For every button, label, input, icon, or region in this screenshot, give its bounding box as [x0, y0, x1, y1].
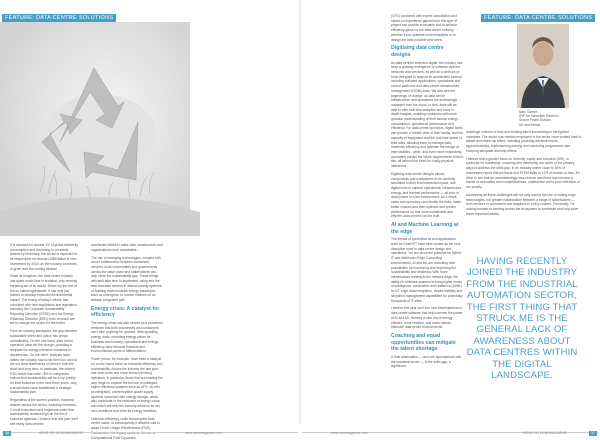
page-number-right: 37 — [589, 431, 597, 436]
author-region: UK and Ireland — [519, 123, 579, 127]
footer-url-left: www.dcnnmagazine.com — [185, 431, 221, 435]
left-column-1 — [10, 243, 78, 408]
author-photo — [517, 24, 569, 108]
paragraph: Power prices, for example, have been a catalyst for a new-found focus on industrial efficiency and sustainability. Across the industry the last year has seen more and more forward thinking operators, in particular, those that are leading the way, begin to explore the full use of intelligent, higher efficiency systems such as UPS, as well as integrated, uninterruptible power supply systems combined with energy storage, which also contribute to the reduction of energy costs, and which will help the industry advance its net zero ambitions and drive its energy transition. — [91, 357, 163, 413]
footer-issue-left: ISSUE 25 | DCNNMAGAZINE — [39, 431, 83, 435]
heading-digitising: Digitising data centre designs — [391, 45, 463, 58]
author-name: Marc Garner, — [519, 110, 579, 114]
section-header-right: FEATURE: DATA CENTRE SOLUTIONS — [481, 14, 595, 22]
heading-coaching: Coaching and equal opportunities can mitigate the talent shortage — [391, 333, 463, 353]
right-column-2 — [466, 130, 582, 250]
paragraph: Optimum efficiency, while reducing the data centre waste, is consequently it remains vital to adopt Power Usage Effectiveness (PUE). Furthermore, the legacy systems, the use of Computational Fluid Dynamics — [91, 417, 163, 440]
right-column-1 — [391, 14, 463, 408]
page-gutter — [298, 0, 302, 424]
paragraph: From an industry standpoint, the gap between sustainable intent and action has grown considerably. On the one hand, data centre operators have set the charge, providing a template for energy-intensive industries to decarbonise. On the other, analysts have stated the industry has so far been too slow to set out clear statements of intent in both the short and long term. In particular, the current ESG found that while 78% of companies believe that sustainability will be a top priority for their business in the next three years, only a small share have established a strategic sustainability plan. — [10, 329, 78, 395]
paragraph: The energy crisis has also served as a prominent reminder that both businesses and consumers can't take anything for granted. With spiralling energy costs, mounting energy prices for business and industry, operational and energy efficiency have become financial and environmental points of differentiation. — [91, 321, 163, 354]
footer-issue-right: ISSUE 25 | DCNNMAGAZINE — [523, 431, 567, 435]
author-caption — [519, 110, 579, 127]
heading-ai-ml: AI and Machine Learning at the edge — [391, 222, 463, 235]
footer-url-right: www.dcnnmagazine.com — [331, 431, 367, 435]
paragraph: I believe this year we'll see new developments in data centre software that help harness the power of AI and ML, thereby a new era of energy-efficient, more resilient, and lower carbon-intensive data centre environments. — [391, 306, 463, 330]
left-column-2 — [91, 243, 163, 408]
recycle-grass-illustration — [0, 22, 190, 236]
paragraph: The use of emerging technologies, coupled with closer collaboration between customers, vendors, local communities and governments across the value chain and stakeholders can help close the sustainability gap. These things will need take time to implement, rising and the time that data centres in distinct trading systems, or building environmental energy paradigms, such as microgrids, to reduce reliance on an already congested grid. — [91, 256, 163, 303]
paragraph: accelerate efforts to make their infrastructure and organisations more sustainable. — [91, 243, 163, 252]
paragraph: As data centres embrace digital, the industry has seen a growing emergence of software-defined networks and services, as well as a plethora of tools designed to support its accelerated journey including software applications, operational and control platforms and data centre infrastructure management (DCIM) tools. We also see the beginnings of change, as data centre infrastructure and operations are increasingly managed from the cloud. In turn, tools will be able to offer real time analytics and more in-depth insights, enabling customers with more granular understanding of their assets' energy consumption, operational performance and efficiency. For data centre operators, digital twins can provide a holistic view of their facility, and the capacity of equipment and the real time status of their sites, allowing them to manage data, maximise efficiency and optimise the design of their facilities - while, and even more importantly, accurately predict the future requirements of their site, all without the need for costly physical alterations. — [391, 61, 463, 169]
paragraph: A final observation — and one synonymous with the industrial sector — is the skills gap, a significant — [391, 355, 463, 369]
author-role: SVP for Schneider Electric's — [519, 114, 579, 118]
page-number-left: 38 — [3, 431, 11, 436]
paragraph: (CFD) combined with expert consultation and hands-on experience gained from this type of project can provide a valuable tool to achieve efficiency gains for the data centre industry, whether it's to optimise current facilities or to design the best possible new ones. — [391, 14, 463, 42]
paragraph: The impact of generative AI and applications such as ChatGPT have been touted as the next disruptive force in data centre design and operations. Yet few know the potential for hybrid IT and distributed Edge Computing environments, AI and ML are unlocking new possibilities for monitoring and improving the sustainability and resiliency. With more infrastructure moving to the network edge, the ability for software systems to bring higher levels of intelligence, automation and resilience (AI/ML) to IoT, edge data integration, cluster visibility and simplified management capabilities for potentially thousands of IT sites. — [391, 237, 463, 303]
paragraph: It is accused for around 1% of global electricity consumption and according to an article shared by McKinsey, the sector is expected to be responsible for around US$6 billion in new investment by 2030, as the industry continues to grow over the coming decade. — [10, 243, 78, 271]
paragraph: Addressing all these challenges will not only lead to the use of cutting-edge technologies, but greater collaboration between a range of stakeholders — from vendors to consumers and suppliers to policy makers. Personally, I'm looking forward to working across the ecosystem to contribute and help solve these important issues. — [466, 193, 582, 217]
pull-quote: HAVING RECENTLY JOINED THE INDUSTRY FROM THE INDUSTRIAL AUTOMATION SECTOR, THE FIRST THING THAT STRUCK ME IS THE GENERAL LACK OF AWARENESS ABOUT DATA CENTRES WITHIN THE DIGITAL LANDSCAPE. — [462, 256, 582, 381]
section-header-left: FEATURE: DATA CENTRE SOLUTIONS — [2, 14, 116, 22]
paragraph: Since its inception, the data centre industry has spent much time in isolation, only recently breaking out of its mould. Driven by the rise of the so-called hyperscaler, it has only just started to develop expected environmental impact. The timing of today's efforts has coincided with new regulations and legislation including the Corporate Sustainability Reporting Directive (CSRD) and the Energy Efficiency Directive (EED), both of which are set to change the sector for the better. — [10, 274, 78, 326]
paragraph: I believe that a greater focus on diversity, equity and inclusion (DEI), in particular for leadership, coaching and mentoring, are some of the primary ways to address the skills gap. In an industry where close to 35% of businesses report that technical and STEM skills of 31% of women or less, it's clear to see that an overwhelmingly less-diverse workforce has become a barrier to innovation and competitiveness, unattractive and a poor reflection of our society. — [466, 157, 582, 190]
paragraph: Digitising data centre designs allows components and subsystems to be carefully simulated in their environmental impact, and digital tools to capture operational, infrastructure, energy, and thermal performance — all prior to deployment in a live environment. As a result, users and operators can identify the risks, make better choices and then optimise and predict performance so that more sustainable and efficient data centres can be built. — [391, 172, 463, 219]
paragraph: challenge in terms of new and existing talent succeeding in the tightest industries. The sector has needed employers in the sector have worked hard to attract and retain top talent, including providing advanced tools, apprenticeships, implementing training and mentoring programmes and ensuring adequate diversity efforts. — [466, 130, 582, 154]
portrait-icon — [517, 24, 569, 108]
author-division: Secure Power Division — [519, 118, 579, 122]
heading-energy-crisis: Energy crisis: A catalyst for efficiency — [91, 306, 163, 319]
paragraph: Regardless of the current position, business leaders across the sector, including investors, C-level executives and engineers claim that sustainability remains high on the list of business agendas. I believe that this year we'll see many data centres — [10, 398, 78, 426]
feature-photo-recycle — [0, 22, 190, 236]
